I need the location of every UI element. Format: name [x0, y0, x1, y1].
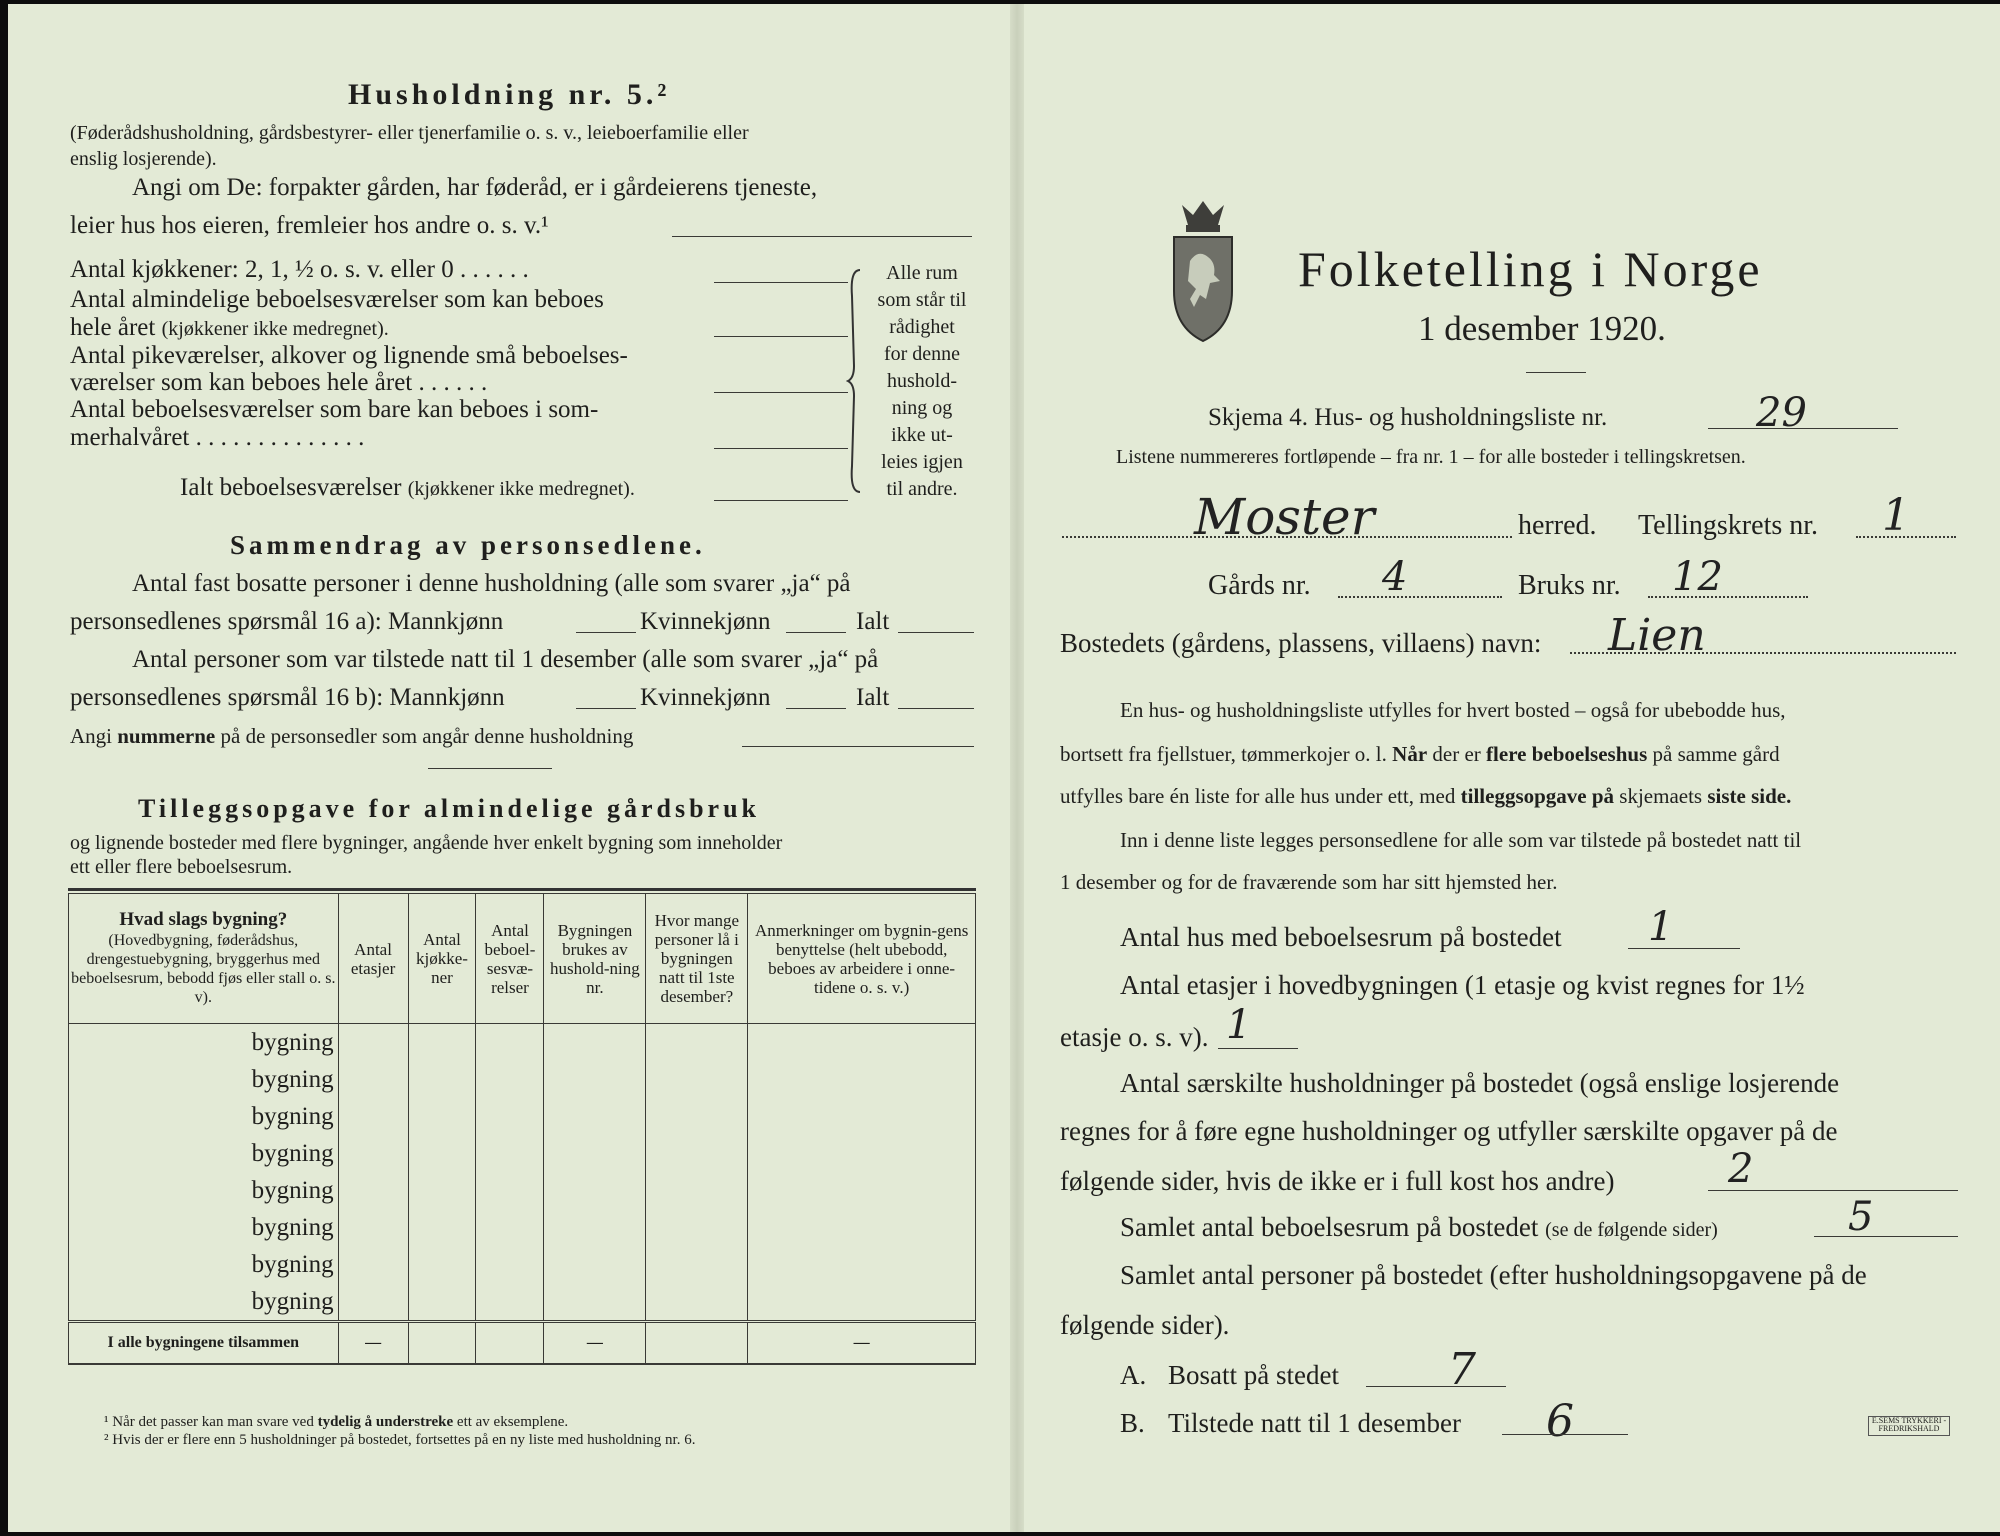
herred-label: herred.: [1518, 510, 1597, 541]
fast-line-2: personsedlenes spørsmål 16 a): Mannkjønn: [70, 608, 504, 635]
sommer-answer-line: [714, 448, 848, 449]
tilstede-right-label: Tilstede natt til 1 desember: [1168, 1408, 1461, 1438]
row-label: bygning: [69, 1283, 339, 1322]
tilstede-ialt-label: Ialt: [856, 684, 890, 711]
census-date: 1 desember 1920.: [1418, 309, 1666, 348]
fast-mann-line: [576, 632, 636, 633]
etasjer-line-1: Antal etasjer i hovedbygningen (1 etasje og kvist regnes for 1½: [1120, 970, 1805, 1000]
instr1-j: siste side.: [1707, 784, 1792, 808]
ialt-rum-label: [180, 474, 635, 502]
pike-label-1: Antal pikeværelser, alkover og lignende små beboelses-: [70, 342, 628, 369]
col-header-husholdning: Bygningen brukes av hushold-ning nr.: [544, 894, 646, 1024]
household-title: Husholdning nr. 5.²: [348, 78, 671, 111]
instr2-line-2: 1 desember og for de fraværende som har sitt hjemsted her.: [1060, 870, 1558, 894]
beboelse-answer-line: [714, 336, 848, 337]
herred-value: Moster: [1194, 488, 1375, 546]
hus-line: [1628, 948, 1740, 949]
footnote-1-c: ett av eksemplene.: [456, 1414, 569, 1430]
col-header-personer: Hvor mange personer lå i bygningen natt til 1ste desember?: [646, 894, 748, 1024]
krets-line: [1856, 536, 1956, 538]
title-divider: [1526, 372, 1586, 373]
instr1-line-2: [1060, 742, 1780, 767]
table-total-row: [69, 1322, 976, 1365]
row-label: bygning: [69, 1061, 339, 1098]
section-divider: [428, 768, 552, 769]
samlet-rum-label: [1120, 1212, 1718, 1243]
kjokkener-label: Antal kjøkkener: 2, 1, ½ o. s. v. eller 0 . . . . . .: [70, 256, 529, 283]
ialt-rum-answer-line: [714, 500, 848, 501]
brace-note-line: som står til: [877, 289, 967, 311]
instr1-c: Når: [1392, 742, 1428, 766]
row-label: bygning: [69, 1135, 339, 1172]
fast-ialt-line: [898, 632, 974, 633]
page-fold: [1010, 4, 1024, 1532]
pike-answer-line: [714, 392, 848, 393]
bruks-line: [1648, 596, 1808, 598]
footnote-1-a: ¹ Når det passer kan man svare ved: [104, 1414, 314, 1430]
listene-note: Listene nummereres fortløpende – fra nr. 1 – for alle bosteder i tellingskretsen.: [1116, 446, 1746, 468]
instr1-i: skjemaets: [1619, 784, 1703, 808]
brace-icon: [846, 266, 870, 496]
beboelse-label-2-note: (kjøkkener ikke medregnet).: [161, 318, 389, 340]
table-row: [69, 1024, 976, 1062]
total-etasjer: —: [338, 1322, 408, 1365]
instr1-h: tilleggsopgave på: [1460, 784, 1615, 808]
household-subtitle-2: enslig losjerende).: [70, 148, 217, 170]
nummerne-b: nummerne: [117, 724, 216, 748]
etasjer-line-2: etasje o. s. v).: [1060, 1022, 1209, 1052]
beboelse-label-2: [70, 314, 389, 342]
printer-stamp: E.SEMS TRYKKERI - FREDRIKSHALD: [1868, 1416, 1950, 1436]
saer-value: 2: [1728, 1146, 1754, 1192]
krets-value: 1: [1882, 490, 1910, 541]
saer-answer-line: [1708, 1190, 1958, 1191]
nummerne-a: Angi: [70, 724, 112, 748]
nummerne-line: [70, 724, 633, 749]
gards-line: [1338, 596, 1502, 598]
census-title: Folketelling i Norge: [1298, 241, 1763, 297]
household-subtitle-1: (Føderådshusholdning, gårdsbestyrer- eller tjenerfamilie o. s. v., leieboerfamilie eller: [70, 122, 749, 144]
fast-kvinne-label: Kvinnekjønn: [640, 608, 771, 635]
bosatt-value: 7: [1448, 1344, 1476, 1395]
tilstede-mann-line: [576, 708, 636, 709]
samlet-rum-value: 5: [1848, 1194, 1874, 1240]
tilstede-letter: B.: [1120, 1408, 1145, 1438]
table-top-rule: [68, 888, 976, 891]
pike-label-2: værelser som kan beboes hele året . . . . . .: [70, 369, 488, 396]
footnote-2: ² Hvis der er flere enn 5 husholdninger på bostedet, fortsettes på en ny liste med husholdning nr. 6.: [104, 1432, 696, 1448]
samlet-rum-line: [1814, 1236, 1958, 1237]
row-label: bygning: [69, 1024, 339, 1062]
census-sheet: [8, 4, 2000, 1532]
tillegg-line-2: ett eller flere beboelsesrum.: [70, 856, 293, 878]
brace-note: [874, 260, 970, 503]
table-row: [69, 1172, 976, 1209]
herred-line: [1062, 536, 1512, 538]
skjema-value: 29: [1756, 390, 1807, 436]
table-row: [69, 1098, 976, 1135]
angi-answer-line: [672, 236, 972, 237]
nummerne-c: på de personsedler som angår denne husholdning: [220, 724, 634, 748]
bosted-line: [1570, 652, 1956, 654]
tilstede-ialt-line: [898, 708, 974, 709]
skjema-line: [1708, 428, 1898, 429]
gards-label: Gårds nr.: [1208, 570, 1311, 601]
instr1-line-3: [1060, 784, 1791, 809]
bosatt-label: Bosatt på stedet: [1168, 1360, 1339, 1390]
samlet-pers-line-2: følgende sider).: [1060, 1310, 1230, 1340]
sammendrag-title: Sammendrag av personsedlene.: [230, 530, 706, 560]
col-header-type-rest: (Hovedbygning, føderådshus, drengestuebygning, bryggerhus med beboelsesrum, bebodd fjøs eller stall o. s. v).: [71, 932, 336, 1006]
bosted-value: Lien: [1608, 610, 1706, 661]
tilstede-line-1: Antal personer som var tilstede natt til 1 desember (alle som svarer „ja“ på: [132, 646, 879, 673]
tilstede-right-line: [1502, 1434, 1628, 1435]
tilstede-kvinne-label: Kvinnekjønn: [640, 684, 771, 711]
row-label: bygning: [69, 1172, 339, 1209]
ialt-rum-note: (kjøkkener ikke medregnet).: [407, 478, 635, 500]
table-row: [69, 1061, 976, 1098]
footnote-1: [104, 1414, 568, 1431]
col-header-type: [69, 894, 339, 1024]
brace-note-line: ikke ut-: [891, 424, 953, 446]
brace-note-line: ning og: [891, 397, 953, 419]
tillegg-line-1: og lignende bosteder med flere bygninger, angående hver enkelt bygning som inneholder: [70, 832, 783, 854]
col-header-anmerkninger: Anmerkninger om bygnin-gens benyttelse (helt ubebodd, beboes av arbeidere i onne-tidene o. s. v.): [748, 894, 976, 1024]
beboelse-label-1: Antal almindelige beboelsesværelser som kan beboes: [70, 286, 604, 313]
tilstede-value: 6: [1546, 1396, 1574, 1447]
instr1-g: utfylles bare én liste for alle hus under ett, med: [1060, 784, 1456, 808]
gards-value: 4: [1382, 554, 1408, 600]
ialt-rum-text: Ialt beboelsesværelser: [180, 474, 402, 501]
saer-line-3: følgende sider, hvis de ikke er i full kost hos andre): [1060, 1166, 1615, 1196]
hus-value: 1: [1648, 904, 1674, 950]
kjokkener-answer-line: [714, 282, 848, 283]
table-row: [69, 1209, 976, 1246]
brace-note-line: til andre.: [886, 478, 958, 500]
fast-kvinne-line: [786, 632, 846, 633]
row-label: bygning: [69, 1098, 339, 1135]
samlet-rum-text: Samlet antal beboelsesrum på bostedet: [1120, 1212, 1539, 1242]
instr1-e: flere beboelseshus: [1486, 742, 1648, 766]
brace-note-line: rådighet: [889, 316, 955, 338]
samlet-pers-line-1: Samlet antal personer på bostedet (efter husholdningsopgavene på de: [1120, 1260, 1867, 1290]
tilstede-line-2: personsedlenes spørsmål 16 b): Mannkjønn: [70, 684, 505, 711]
beboelse-label-2-text: hele året: [70, 314, 156, 341]
buildings-table: [68, 893, 976, 1365]
instr2-line-1: Inn i denne liste legges personsedlene for alle som var tilstede på bostedet natt til: [1120, 828, 1802, 852]
brace-note-line: hushold-: [887, 370, 957, 392]
col-header-type-bold: Hvad slags bygning?: [119, 909, 288, 930]
total-anmerkninger: —: [748, 1322, 976, 1365]
row-label: bygning: [69, 1246, 339, 1283]
table-row: [69, 1246, 976, 1283]
samlet-rum-note: (se de følgende sider): [1545, 1219, 1718, 1241]
sommer-label-1: Antal beboelsesværelser som bare kan beboes i som-: [70, 396, 599, 423]
col-header-rum: Antal beboel-sesvæ-relser: [476, 894, 544, 1024]
nummerne-answer-line: [742, 746, 974, 747]
hus-label: Antal hus med beboelsesrum på bostedet: [1120, 922, 1562, 952]
table-row: [69, 1135, 976, 1172]
total-label: I alle bygningene tilsammen: [69, 1322, 339, 1365]
bosatt-letter: A.: [1120, 1360, 1147, 1390]
saer-line-1: Antal særskilte husholdninger på bostedet (også enslige losjerende: [1120, 1068, 1840, 1098]
brace-note-line: Alle rum: [886, 262, 958, 284]
tilstede-kvinne-line: [786, 708, 846, 709]
total-husholdning: —: [544, 1322, 646, 1365]
table-row: [69, 1283, 976, 1322]
col-header-kjokkener: Antal kjøkke-ner: [408, 894, 476, 1024]
table-header-row: [69, 894, 976, 1024]
fast-line-1: Antal fast bosatte personer i denne husholdning (alle som svarer „ja“ på: [132, 570, 851, 597]
instr1-line-1: En hus- og husholdningsliste utfylles for hvert bosted – også for ubebodde hus,: [1120, 698, 1786, 722]
skjema-label: Skjema 4. Hus- og husholdningsliste nr.: [1208, 404, 1608, 431]
brace-note-line: for denne: [883, 343, 961, 365]
col-header-etasjer: Antal etasjer: [338, 894, 408, 1024]
sommer-label-2: merhalvåret . . . . . . . . . . . . . .: [70, 424, 365, 451]
etasjer-answer-line: [1218, 1048, 1298, 1049]
krets-label: Tellingskrets nr.: [1638, 510, 1819, 541]
norway-coat-of-arms-icon: [1168, 199, 1238, 344]
instr1-d: der er: [1432, 742, 1481, 766]
saer-line-2: regnes for å føre egne husholdninger og utfyller særskilte opgaver på de: [1060, 1116, 1838, 1146]
fast-ialt-label: Ialt: [856, 608, 890, 635]
etasjer-value: 1: [1226, 1002, 1252, 1048]
instr1-f: på samme gård: [1652, 742, 1780, 766]
row-label: bygning: [69, 1209, 339, 1246]
bruks-label: Bruks nr.: [1518, 570, 1621, 601]
bosted-label: Bostedets (gårdens, plassens, villaens) navn:: [1060, 628, 1542, 658]
footnote-1-b: tydelig å understreke: [317, 1414, 454, 1430]
angi-line-2: leier hus hos eieren, fremleier hos andre o. s. v.¹: [70, 212, 549, 239]
bruks-value: 12: [1672, 554, 1723, 600]
tillegg-title: Tilleggsopgave for almindelige gårdsbruk: [138, 794, 761, 823]
bosatt-line: [1366, 1386, 1506, 1387]
brace-note-line: leies igjen: [881, 451, 963, 473]
angi-line-1: Angi om De: forpakter gården, har føderåd, er i gårdeierens tjeneste,: [132, 174, 818, 201]
instr1-b: bortsett fra fjellstuer, tømmerkojer o. l.: [1060, 742, 1387, 766]
